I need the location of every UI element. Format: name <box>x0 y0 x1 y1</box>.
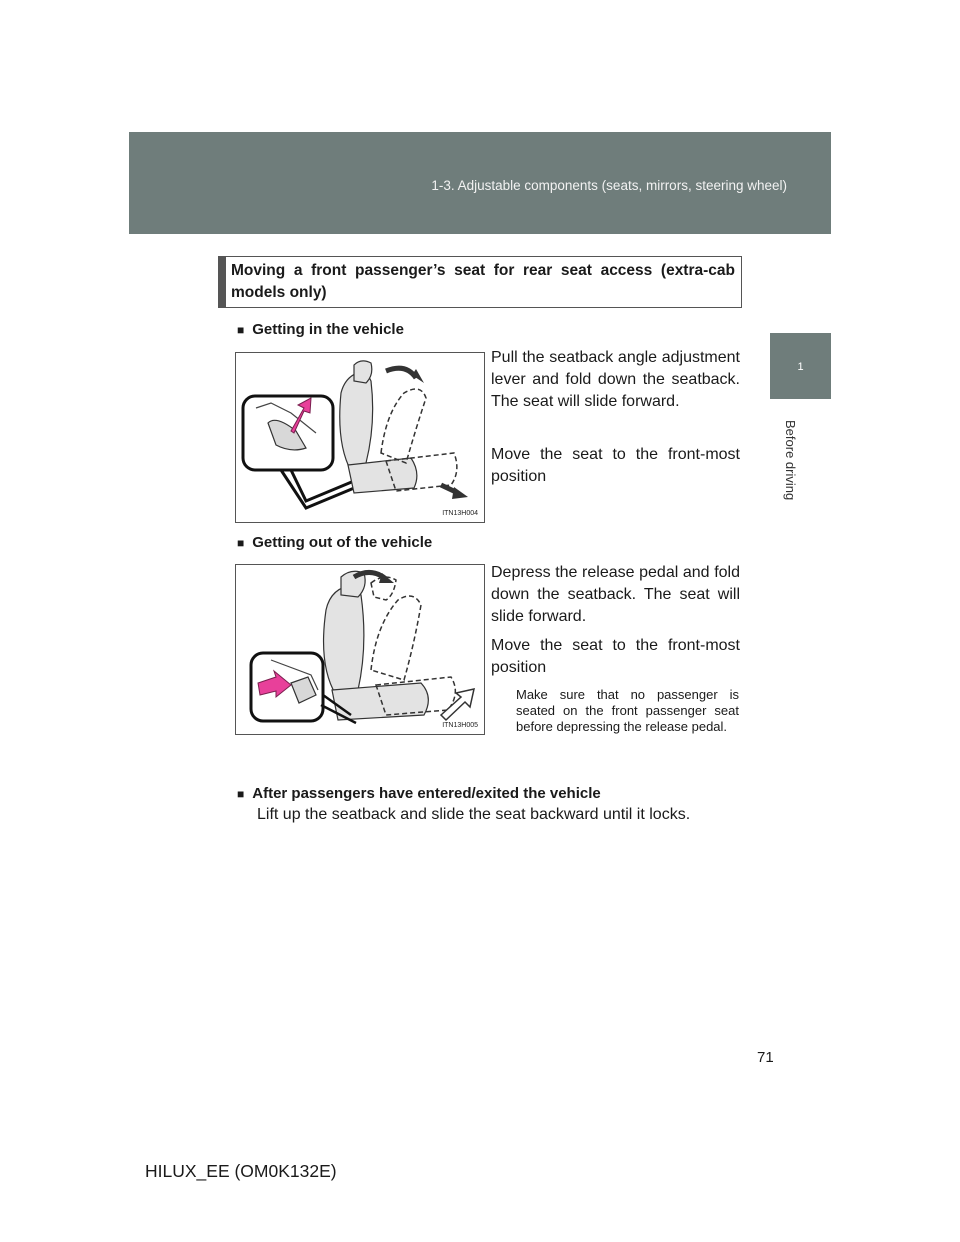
subsection-heading-text: Getting in the vehicle <box>252 321 404 338</box>
square-bullet-icon: ■ <box>237 536 245 550</box>
chapter-number: 1 <box>797 361 804 373</box>
release-pedal-illustration <box>236 565 484 734</box>
subsection-heading-after-passengers <box>237 785 601 802</box>
section-header-bar <box>219 257 226 307</box>
section-title: Moving a front passenger’s seat for rear seat access (extra-cab models only) <box>231 262 735 301</box>
seat-fold-figure <box>235 352 485 523</box>
instruction-paragraph: Depress the release pedal and fold down the seatback. The seat will slide forward. <box>491 564 740 625</box>
subsection-heading-getting-out <box>237 534 432 551</box>
subsection-heading-getting-in <box>237 321 404 338</box>
caution-note: Make sure that no passenger is seated on the front passenger seat before depressing the release pedal. <box>516 687 739 734</box>
square-bullet-icon: ■ <box>237 323 245 337</box>
figure-id: ITN13H004 <box>442 510 478 517</box>
chapter-title: 1-3. Adjustable components (seats, mirrors, steering wheel) <box>431 178 787 193</box>
subsection-heading-text: Getting out of the vehicle <box>252 534 433 551</box>
instruction-paragraph: Lift up the seatback and slide the seat backward until it locks. <box>257 806 691 823</box>
instruction-paragraph: Move the seat to the front-most position <box>491 637 740 676</box>
seat-lever-illustration <box>236 353 484 522</box>
release-pedal-figure <box>235 564 485 735</box>
chapter-header-band <box>129 132 831 234</box>
footer-model-code: HILUX_EE (OM0K132E) <box>145 1161 337 1181</box>
instruction-paragraph: Move the seat to the front-most position <box>491 446 740 485</box>
page-number: 71 <box>757 1049 774 1066</box>
subsection-heading-text: After passengers have entered/exited the vehicle <box>252 785 601 802</box>
instruction-paragraph: Pull the seatback angle adjustment lever and fold down the seatback. The seat will slide forward. <box>491 349 740 410</box>
chapter-side-label: Before driving <box>783 420 798 501</box>
chapter-side-tab <box>770 333 831 399</box>
square-bullet-icon: ■ <box>237 787 245 801</box>
section-header-box <box>218 256 742 308</box>
figure-id: ITN13H005 <box>442 722 478 729</box>
